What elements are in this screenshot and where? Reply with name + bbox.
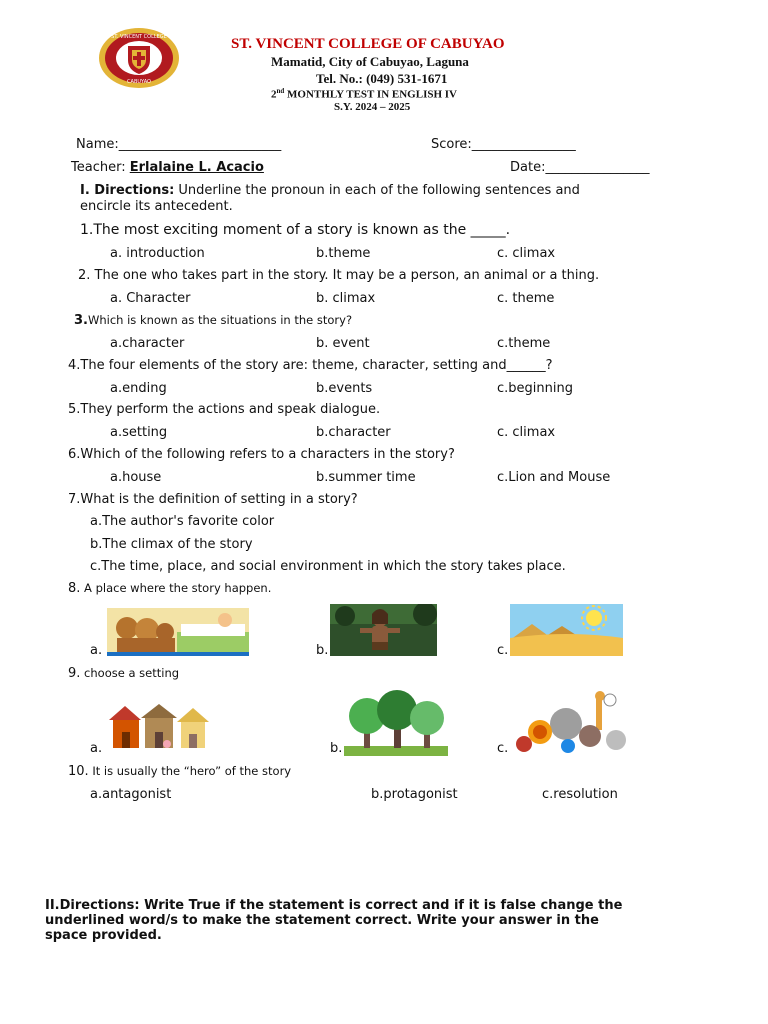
question-7: 7.What is the definition of setting in a story? [68, 492, 358, 507]
date-field[interactable]: Date:________________ [510, 160, 650, 175]
teacher-label: Teacher: [71, 160, 130, 175]
q8-number: 8. [68, 581, 81, 596]
part1-label: I. Directions: [80, 183, 175, 198]
q5-option-c[interactable]: c. climax [497, 425, 556, 440]
name-field[interactable]: Name:_________________________ [76, 137, 282, 152]
q8-option-a[interactable]: a. [90, 643, 103, 658]
q3-option-c[interactable]: c.theme [497, 336, 551, 351]
q6-option-c[interactable]: c.Lion and Mouse [497, 470, 611, 485]
q8-option-b[interactable]: b. [316, 643, 329, 658]
desert-sun-image[interactable] [510, 604, 623, 656]
q1-option-c[interactable]: c. climax [497, 246, 556, 261]
school-name: ST. VINCENT COLLEGE OF CABUYAO [231, 36, 505, 52]
jungle-man-image[interactable] [330, 604, 437, 656]
teacher-name: Erlalaine L. Acacio [129, 160, 264, 175]
q10-number: 10. [68, 764, 89, 779]
q9-number: 9. [68, 666, 81, 681]
q9-option-b[interactable]: b. [330, 741, 343, 756]
part1-directions-line2: encircle its antecedent. [80, 199, 233, 214]
test-title-rest: MONTHLY TEST IN ENGLISH IV [284, 88, 457, 101]
question-2: 2. The one who takes part in the story. It may be a person, an animal or a thing. [78, 268, 600, 283]
q7-option-a[interactable]: a.The author's favorite color [90, 514, 275, 529]
forest-trees-image[interactable] [344, 688, 448, 756]
three-houses-image[interactable] [107, 698, 209, 753]
question-8 [68, 581, 271, 596]
school-address: Mamatid, City of Cabuyao, Laguna [271, 54, 469, 69]
q1-option-b[interactable]: b.theme [316, 246, 371, 261]
q1-option-a[interactable]: a. introduction [110, 246, 205, 261]
q3-text: Which is known as the situations in the story? [87, 313, 353, 327]
q7-option-b[interactable]: b.The climax of the story [90, 537, 253, 552]
test-title [271, 87, 457, 101]
q10-option-b[interactable]: b.protagonist [371, 787, 458, 802]
part2-directions-line3: space provided. [45, 928, 162, 943]
q3-option-a[interactable]: a.character [110, 336, 185, 351]
q9-option-c[interactable]: c. [497, 741, 509, 756]
test-ordinal: nd [276, 87, 285, 95]
q3-number: 3. [74, 313, 88, 328]
q8-option-c[interactable]: c. [497, 643, 509, 658]
question-1: 1.The most exciting moment of a story is known as the _____. [80, 222, 511, 238]
q9-option-a[interactable]: a. [90, 741, 103, 756]
logo-bottom-text: CABUYAO [127, 79, 151, 85]
question-4: 4.The four elements of the story are: theme, character, setting and______? [68, 358, 553, 373]
school-year: S.Y. 2024 – 2025 [334, 101, 411, 113]
q4-option-a[interactable]: a.ending [110, 381, 167, 396]
question-5: 5.They perform the actions and speak dialogue. [68, 402, 381, 417]
q2-option-c[interactable]: c. theme [497, 291, 555, 306]
q5-option-a[interactable]: a.setting [110, 425, 168, 440]
teacher-field [71, 160, 264, 175]
bears-bedroom-image[interactable] [107, 608, 249, 656]
score-field[interactable]: Score:________________ [431, 137, 576, 152]
question-6: 6.Which of the following refers to a characters in the story? [68, 447, 455, 462]
part1-directions [80, 183, 580, 198]
part2-directions-line2: underlined word/s to make the statement correct. Write your answer in the [45, 913, 599, 928]
part2-directions-line1: II.Directions: Write True if the statement is correct and if it is false change the [45, 898, 623, 913]
school-logo [97, 26, 181, 90]
q3-option-b[interactable]: b. event [316, 336, 370, 351]
q2-option-b[interactable]: b. climax [316, 291, 376, 306]
question-9 [68, 666, 179, 681]
animals-group-image[interactable] [510, 688, 632, 756]
q2-option-a[interactable]: a. Character [110, 291, 191, 306]
q10-option-a[interactable]: a.antagonist [90, 787, 172, 802]
q4-option-b[interactable]: b.events [316, 381, 373, 396]
q9-text: choose a setting [80, 666, 180, 680]
q6-option-b[interactable]: b.summer time [316, 470, 416, 485]
q10-option-c[interactable]: c.resolution [542, 787, 618, 802]
q4-option-c[interactable]: c.beginning [497, 381, 573, 396]
q5-option-b[interactable]: b.character [316, 425, 391, 440]
school-tel: Tel. No.: (049) 531-1671 [316, 71, 448, 86]
logo-top-text: ST. VINCENT COLLEGE [111, 34, 167, 40]
part1-text: Underline the pronoun in each of the following sentences and [174, 183, 580, 198]
q8-text: A place where the story happen. [80, 581, 272, 595]
test-number: 2 [271, 88, 277, 101]
q7-option-c[interactable]: c.The time, place, and social environment in which the story takes place. [90, 559, 566, 574]
question-3 [74, 313, 352, 328]
question-10 [68, 764, 291, 779]
q10-text: It is usually the “hero” of the story [88, 764, 292, 778]
q6-option-a[interactable]: a.house [110, 470, 162, 485]
